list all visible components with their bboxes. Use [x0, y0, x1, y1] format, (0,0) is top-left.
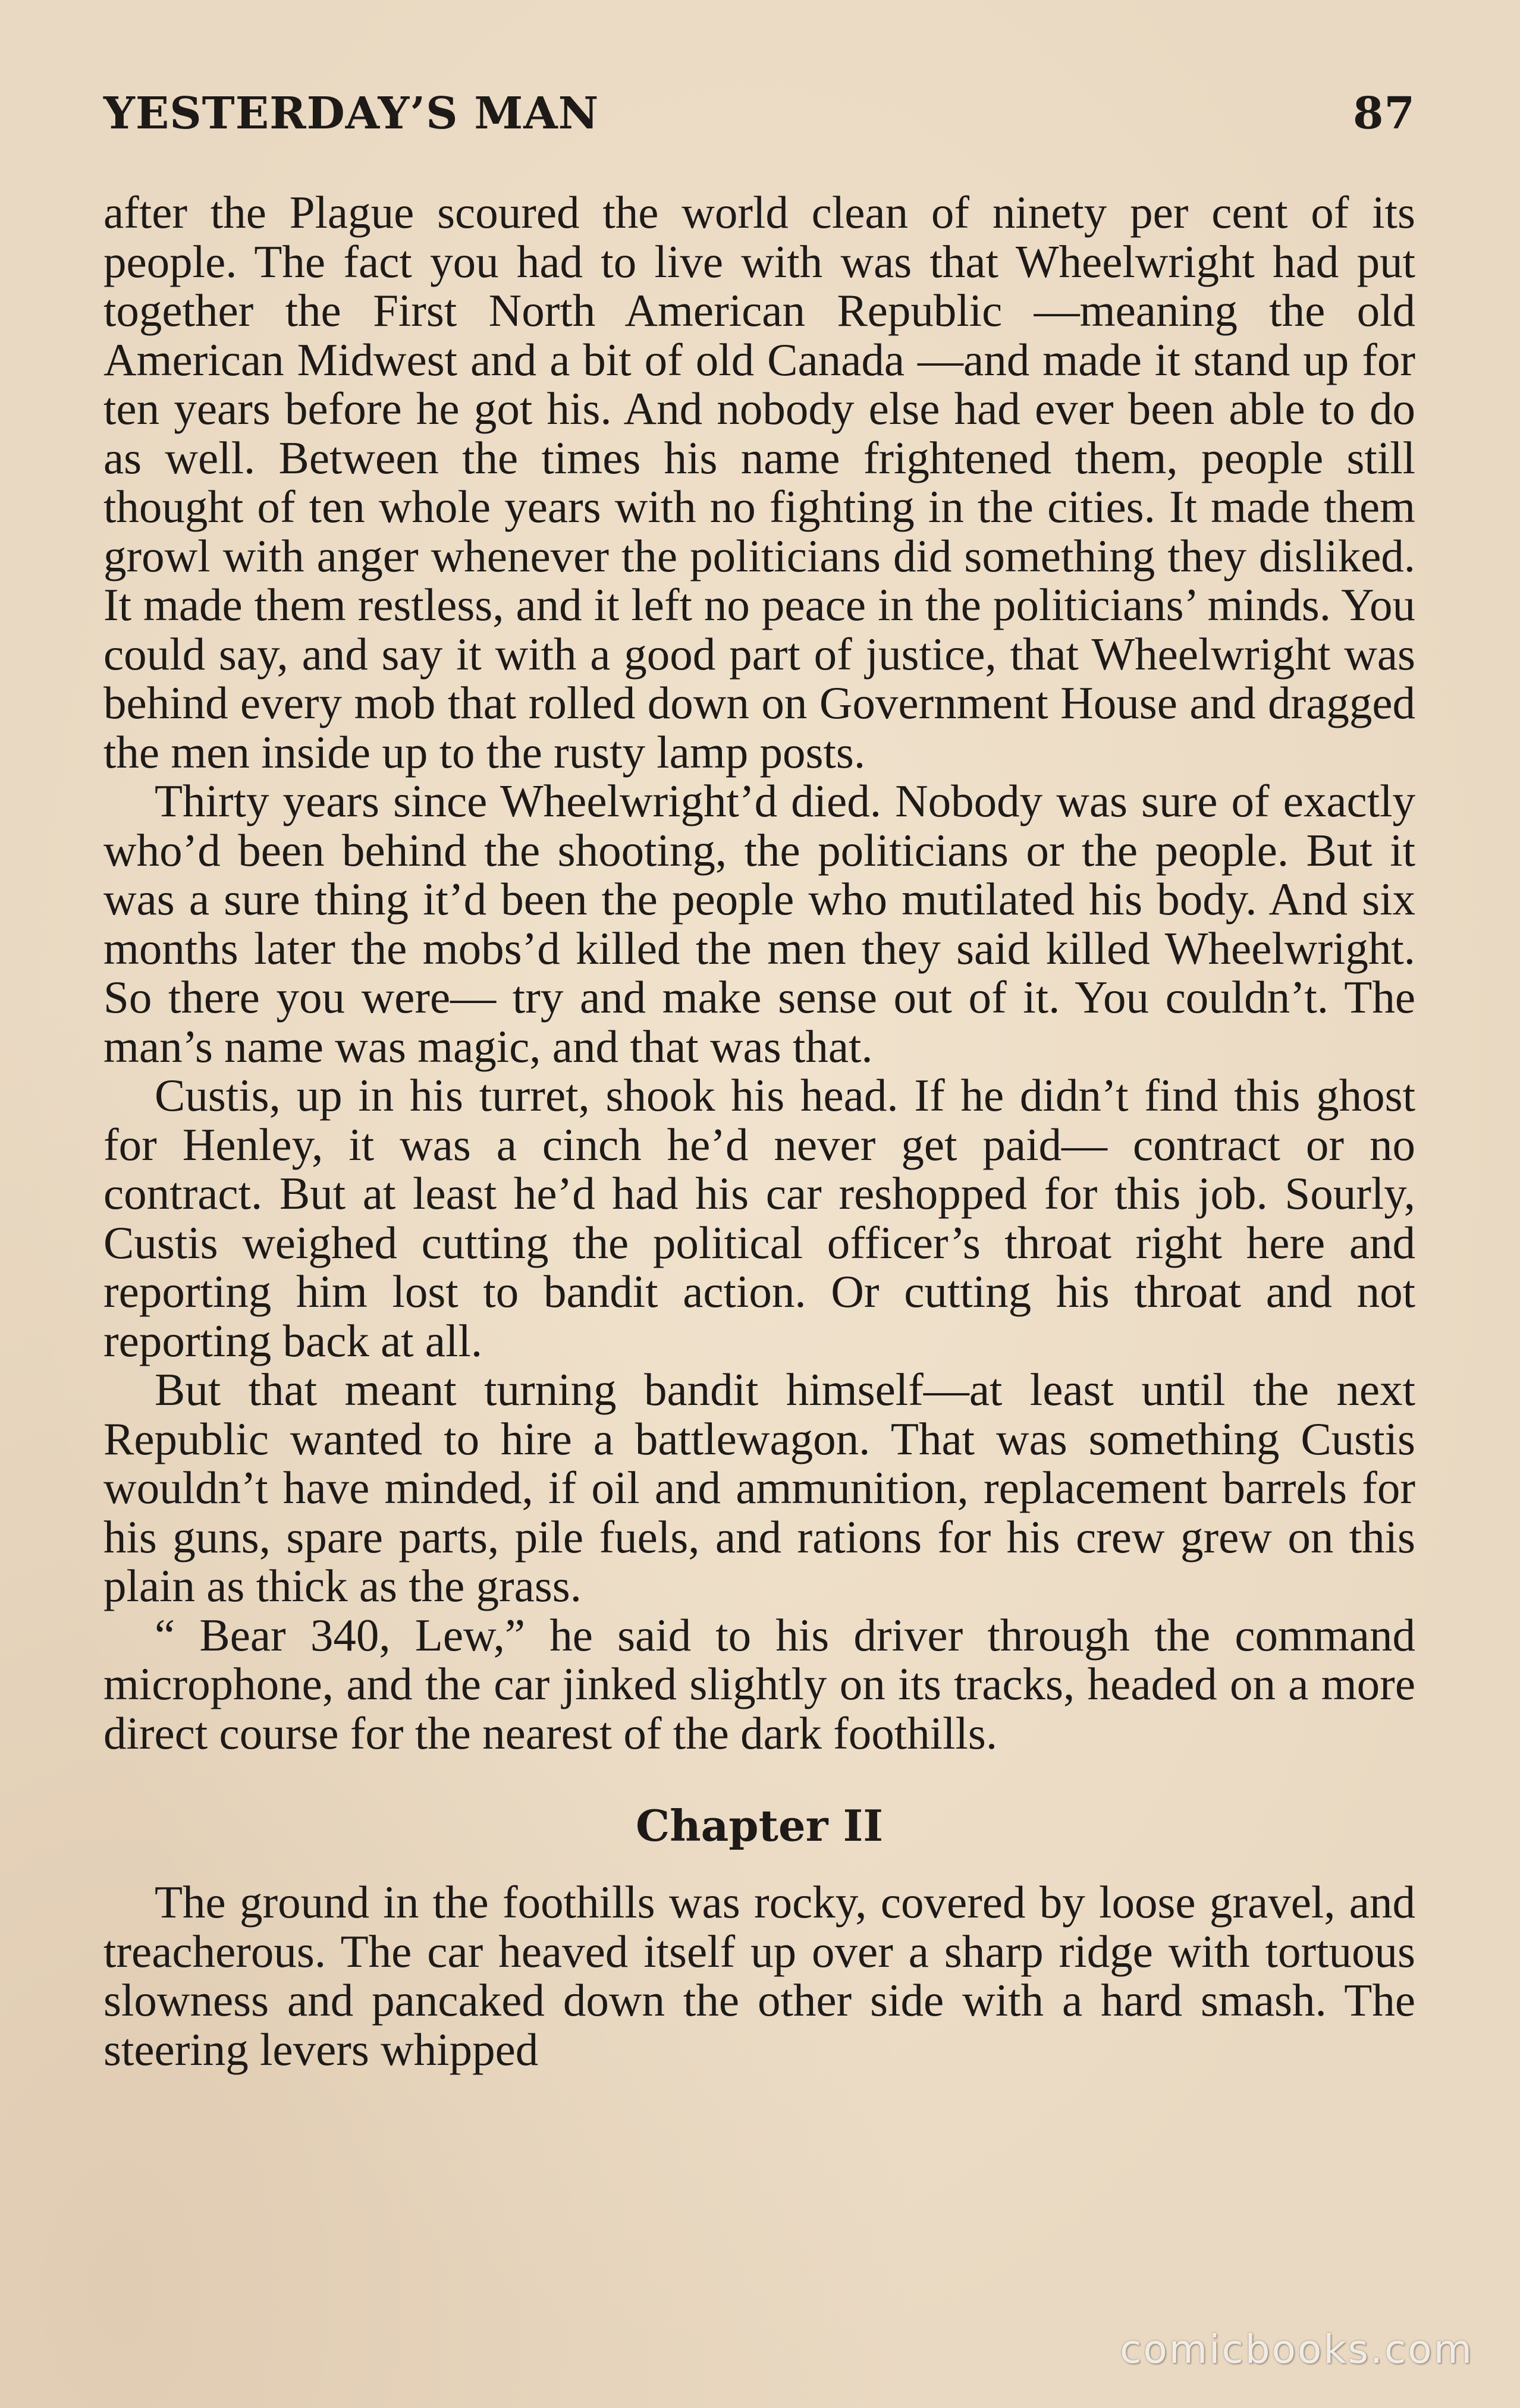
- book-page: [103, 82, 1415, 2318]
- page-number: 87: [1353, 88, 1415, 139]
- paragraph: The ground in the foothills was rocky, covered by loose gravel, and treacherous. The car heaved itself up over a sharp ridge with tortuous slowness and pancaked down the other side with a hard smash. The steering levers whipped: [103, 1876, 1415, 2075]
- paragraph: Thirty years since Wheelwright’d died. Nobody was sure of exactly who’d been behind the shooting, the politicians or the people. But it was a sure thing it’d been the people who mutilated his body. And six months later the mobs’d killed the men they said killed Wheelwright. So there you were— try and make sense out of it. You couldn’t. The man’s name was magic, and that was that.: [103, 775, 1415, 1072]
- watermark: comicbooks.com: [1120, 2327, 1474, 2372]
- paragraph: But that meant turning bandit himself—at least until the next Republic wanted to hire a battlewagon. That was something Custis wouldn’t have minded, if oil and ammunition, replacement barrels for his guns, spare parts, pile fuels, and rations for his crew grew on this plain as thick as the grass.: [103, 1364, 1415, 1611]
- paragraph: after the Plague scoured the world clean of ninety per cent of its people. The fact you had to live with was that Wheelwright had put together the First North American Republic —meaning the old American Midwest and a bit of old Canada —and made it stand up for ten years before he got his. And nobody else had ever been able to do as well. Between the times his name frightened them, people still thought of ten whole years with no fighting in the cities. It made them growl with anger whenever the politicians did something they disliked. It made them restless, and it left no peace in the politicians’ minds. You could say, and say it with a good part of justice, that Wheelwright was behind every mob that rolled down on Government House and dragged the men inside up to the rusty lamp posts.: [103, 187, 1415, 778]
- body-text: [103, 188, 1415, 2074]
- running-head-title: YESTERDAY’S MAN: [103, 88, 599, 139]
- paragraph: “ Bear 340, Lew,” he said to his driver through the command microphone, and the car jinked slightly on its tracks, headed on a more direct course for the nearest of the dark foothills.: [103, 1609, 1415, 1759]
- running-head: [103, 82, 1415, 147]
- paragraph: Custis, up in his turret, shook his head. If he didn’t find this ghost for Henley, it was a cinch he’d never get paid— contract or no contract. But at least he’d had his car reshopped for this job. Sourly, Custis weighed cutting the political officer’s throat right here and reporting him lost to bandit action. Or cutting his throat and not reporting back at all.: [103, 1070, 1415, 1366]
- chapter-heading: Chapter II: [635, 1800, 884, 1851]
